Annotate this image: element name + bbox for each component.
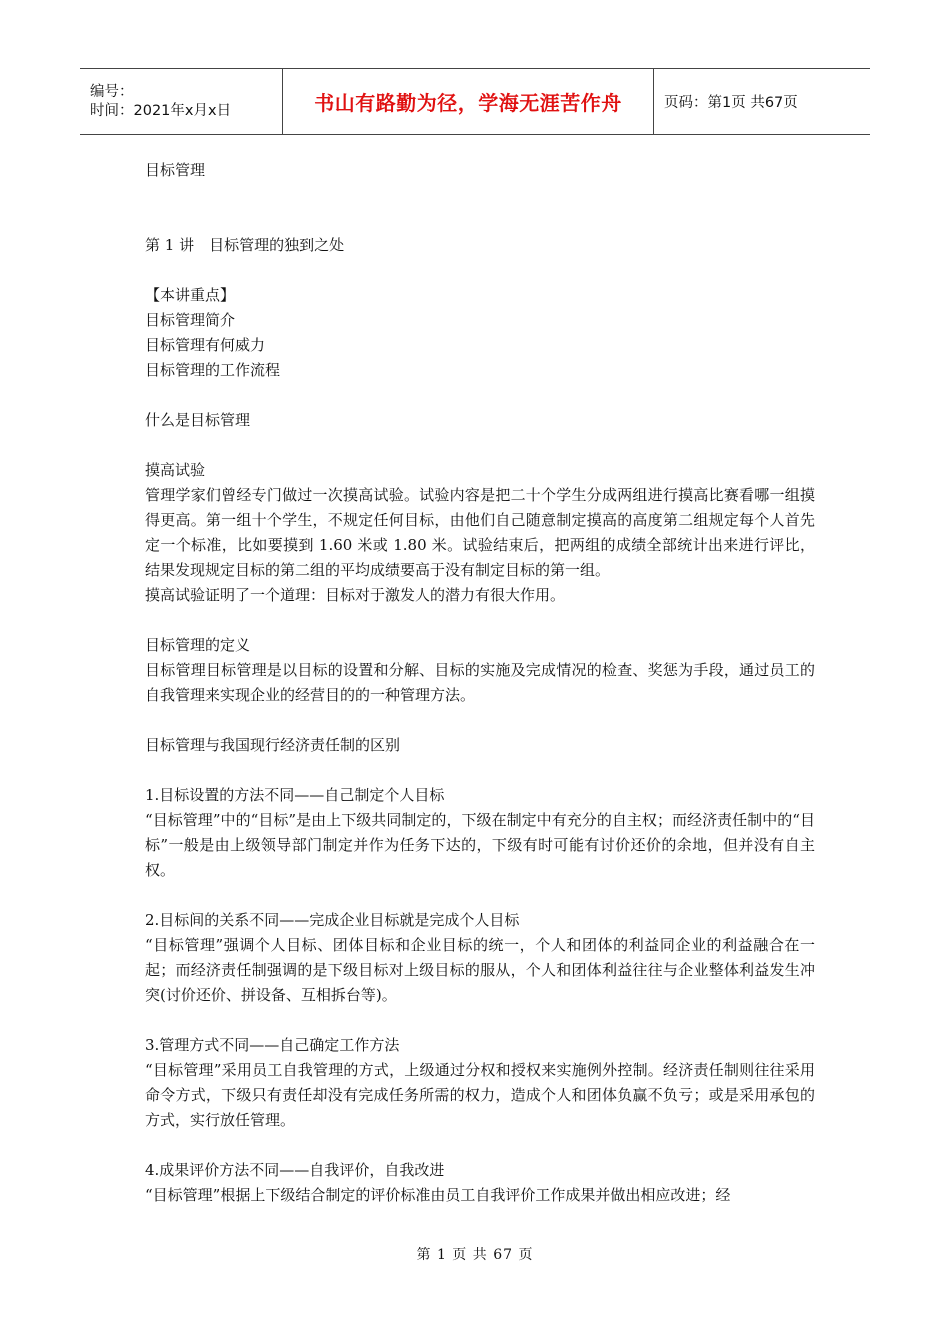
page-header bbox=[80, 68, 870, 135]
section-heading: 目标管理的定义 bbox=[145, 636, 251, 654]
paragraph: “目标管理”采用员工自我管理的方式，上级通过分权和授权来实施例外控制。经济责任制则往往采用命令方式，下级只有责任却没有完成任务所需的权力，造成个人和团体负赢不负亏；或是采用承包的方式，实行放任管理。 bbox=[145, 1061, 815, 1129]
subsection-heading: 4.成果评价方法不同——自我评价，自我改进 bbox=[145, 1161, 445, 1179]
lecture-title: 第 1 讲 目标管理的独到之处 bbox=[145, 236, 345, 254]
key-point-item: 目标管理简介 bbox=[145, 311, 236, 329]
paragraph: “目标管理”根据上下级结合制定的评价标准由员工自我评价工作成果并做出相应改进；经 bbox=[145, 1186, 731, 1204]
paragraph: 目标管理目标管理是以目标的设置和分解、目标的实施及完成情况的检查、奖惩为手段，通过员工的自我管理来实现企业的经营目的的一种管理方法。 bbox=[145, 661, 815, 704]
paragraph: 摸高试验证明了一个道理：目标对于激发人的潜力有很大作用。 bbox=[145, 586, 566, 604]
key-point-item: 目标管理的工作流程 bbox=[145, 361, 281, 379]
section-heading: 目标管理与我国现行经济责任制的区别 bbox=[145, 736, 401, 754]
page-code: 页码：第1页 共67页 bbox=[664, 95, 798, 111]
paragraph: 管理学家们曾经专门做过一次摸高试验。试验内容是把二十个学生分成两组进行摸高比赛看哪一组摸得更高。第一组十个学生，不规定任何目标，由他们自己随意制定摸高的高度第二组规定每个人首先定一个标准，比如要摸到 1.60 米或 1.80 米。试验结束后，把两组的成绩全部统计出来进行评比，结果发现规定目标的第二组的平均成绩要高于没有制定目标的第一组。 bbox=[145, 486, 815, 579]
subsection-heading: 1.目标设置的方法不同——自己制定个人目标 bbox=[145, 786, 445, 804]
key-points-heading: 【本讲重点】 bbox=[145, 286, 236, 304]
header-motto-cell bbox=[282, 69, 654, 134]
subsection-heading: 2.目标间的关系不同——完成企业目标就是完成个人目标 bbox=[145, 911, 520, 929]
serial-label: 编号： bbox=[90, 83, 134, 100]
document-body bbox=[145, 158, 815, 1208]
doc-title: 目标管理 bbox=[145, 161, 206, 179]
header-meta bbox=[80, 69, 282, 134]
section-heading: 摸高试验 bbox=[145, 461, 206, 479]
paragraph: “目标管理”强调个人目标、团体目标和企业目标的统一，个人和团体的利益同企业的利益融合在一起；而经济责任制强调的是下级目标对上级目标的服从，个人和团体利益往往与企业整体利益发生冲突(讨价还价、拼设备、互相拆台等)。 bbox=[145, 936, 815, 1004]
header-page-cell bbox=[654, 69, 870, 134]
motto: 书山有路勤为径，学海无涯苦作舟 bbox=[314, 91, 622, 115]
section-heading: 什么是目标管理 bbox=[145, 411, 251, 429]
key-point-item: 目标管理有何威力 bbox=[145, 336, 266, 354]
subsection-heading: 3.管理方式不同——自己确定工作方法 bbox=[145, 1036, 400, 1054]
paragraph: “目标管理”中的“目标”是由上下级共同制定的，下级在制定中有充分的自主权；而经济责任制中的“目标”一般是由上级领导部门制定并作为任务下达的，下级有时可能有讨价还价的余地，但并没有自主权。 bbox=[145, 811, 815, 879]
page-footer: 第 1 页 共 67 页 bbox=[416, 1247, 534, 1263]
time-label: 时间：2021年x月x日 bbox=[90, 102, 232, 119]
